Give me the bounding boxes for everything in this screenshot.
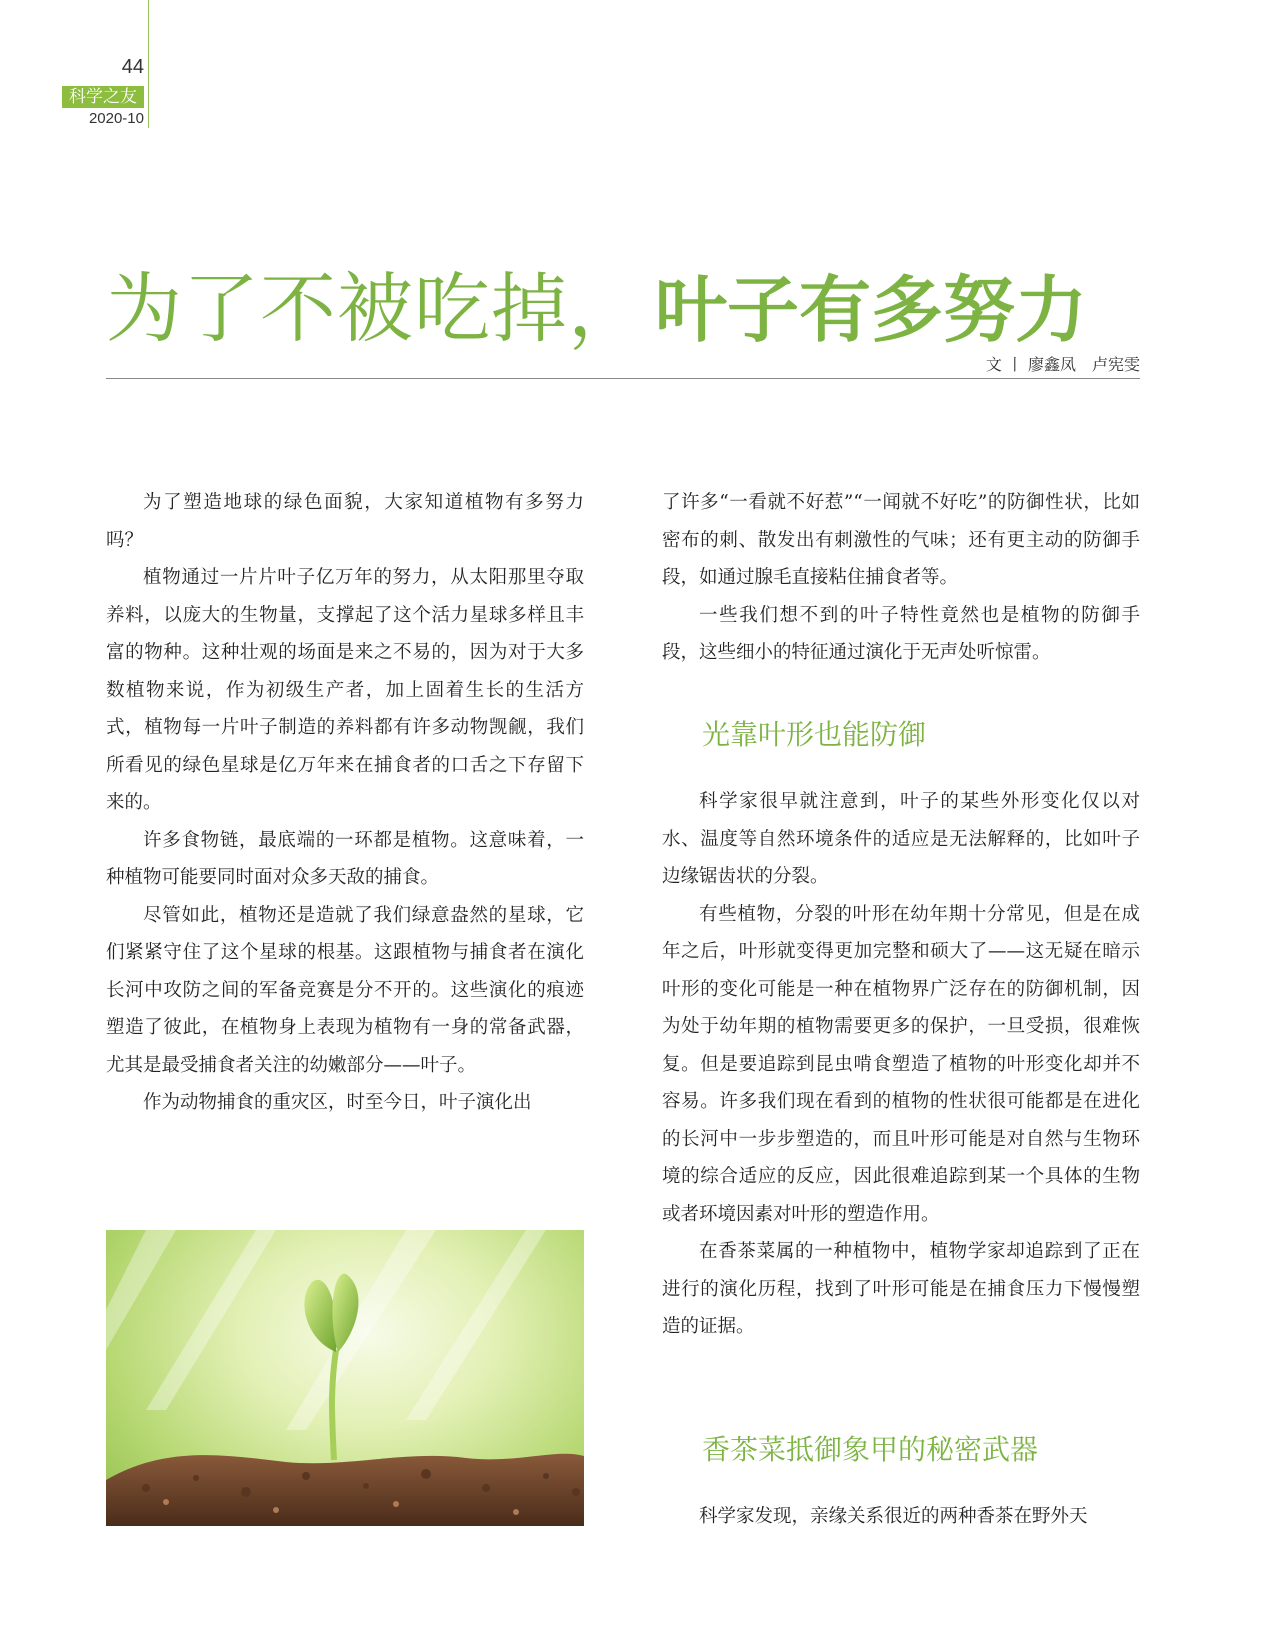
title-rule xyxy=(106,378,1140,379)
section-heading-2: 香茶菜抵御象甲的秘密武器 xyxy=(702,1433,1039,1466)
paragraph: 科学家很早就注意到，叶子的某些外形变化仅以对水、温度等自然环境条件的适应是无法解释的，比如叶子边缘锯齿状的分裂。 xyxy=(662,791,1140,887)
left-column xyxy=(106,484,584,1122)
paragraph: 一些我们想不到的叶子特性竟然也是植物的防御手段，这些细小的特征通过演化于无声处听惊雷。 xyxy=(662,604,1140,663)
right-column-section-2 xyxy=(662,1498,1140,1536)
issue-date: 2020-10 xyxy=(88,110,144,127)
paragraph: 为了塑造地球的绿色面貌，大家知道植物有多努力吗？ xyxy=(106,492,584,551)
section-heading-1: 光靠叶形也能防御 xyxy=(702,718,927,751)
right-column-section-1 xyxy=(662,783,1140,1346)
title-part-2: 叶子有多努力 xyxy=(655,268,1088,352)
paragraph: 有些植物，分裂的叶形在幼年期十分常见，但是在成年之后，叶形就变得更加完整和硕大了——这无疑在暗示叶形的变化可能是一种在植物界广泛存在的防御机制，因为处于幼年期的植物需要更多的保护，一旦受损，很难恢复。但是要追踪到昆虫啃食塑造了植物的叶形变化却并不容易。许多我们现在看到的植物的性状很可能都是在进化的长河中一步步塑造的，而且叶形可能是对自然与生物环境的综合适应的反应，因此很难追踪到某一个具体的生物或者环境因素对叶形的塑造作用。 xyxy=(662,903,1140,1225)
paragraph: 作为动物捕食的重灾区，时至今日，叶子演化出 xyxy=(143,1092,532,1113)
paragraph: 许多食物链，最底端的一环都是植物。这意味着，一种植物可能要同时面对众多天敌的捕食。 xyxy=(106,829,584,888)
byline: 文 丨 廖鑫凤 卢宪雯 xyxy=(985,355,1140,374)
paragraph: 尽管如此，植物还是造就了我们绿意盎然的星球，它们紧紧守住了这个星球的根基。这跟植物与捕食者在演化长河中攻防之间的军备竞赛是分不开的。这些演化的痕迹塑造了彼此，在植物身上表现为植物有一身的常备武器，尤其是最受捕食者关注的幼嫩部分——叶子。 xyxy=(106,904,584,1076)
article-title xyxy=(106,248,1087,357)
right-column-top xyxy=(662,484,1140,672)
paragraph-continuation: 了许多“一看就不好惹”“一闻就不好吃”的防御性状，比如密布的刺、散发出有刺激性的气味；还有更主动的防御手段，如通过腺毛直接粘住捕食者等。 xyxy=(662,492,1140,588)
header-divider-line xyxy=(148,0,149,128)
seedling-illustration xyxy=(106,1230,584,1526)
magazine-name-badge: 科学之友 xyxy=(62,86,144,108)
page-number: 44 xyxy=(121,56,144,78)
paragraph: 在香茶菜属的一种植物中，植物学家却追踪到了正在进行的演化历程，找到了叶形可能是在捕食压力下慢慢塑造的证据。 xyxy=(662,1241,1140,1337)
seedling-photo xyxy=(106,1230,584,1526)
paragraph: 科学家发现，亲缘关系很近的两种香茶在野外天 xyxy=(699,1506,1088,1527)
title-part-1: 为了不被吃掉， xyxy=(106,264,645,353)
paragraph: 植物通过一片片叶子亿万年的努力，从太阳那里夺取养料，以庞大的生物量，支撑起了这个活力星球多样且丰富的物种。这种壮观的场面是来之不易的，因为对于大多数植物来说，作为初级生产者，加上固着生长的生活方式，植物每一片叶子制造的养料都有许多动物觊觎，我们所看见的绿色星球是亿万年来在捕食者的口舌之下存留下来的。 xyxy=(106,567,584,813)
